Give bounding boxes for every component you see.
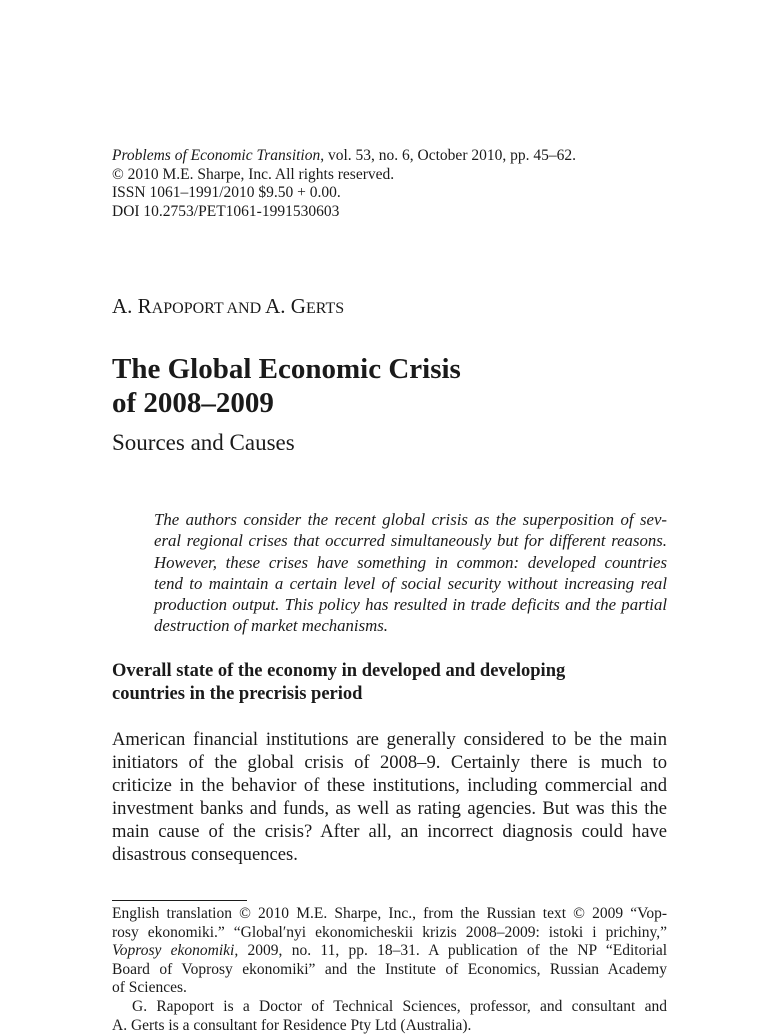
footnote-line — [112, 942, 667, 961]
footnote-line: English translation © 2010 M.E. Sharpe, Inc., from the Russian text © 2009 “Vop- — [112, 905, 667, 922]
journal-name: Problems of Economic Transition — [112, 147, 321, 164]
footnote-line: A. Gerts is a consultant for Residence Pty Ltd (Australia). — [112, 1016, 472, 1034]
footnote-line: G. Rapoport is a Doctor of Technical Sciences, professor, and consultant and — [132, 997, 667, 1015]
author-conjunction: AND — [223, 300, 266, 317]
abstract — [154, 509, 667, 637]
footnote-line: of Sciences. — [112, 979, 187, 997]
copyright-line: © 2010 M.E. Sharpe, Inc. All rights reserved. — [112, 165, 395, 183]
footnote-line: rosy ekonomiki.” “Global′nyi ekonomicheskii krizis 2008–2009: istoki i prichiny,” — [112, 923, 667, 941]
author-2-initial: A. G — [265, 294, 306, 318]
title-line-1: The Global Economic Crisis — [112, 353, 461, 385]
footnote-line: Board of Voprosy ekonomiki” and the Institute of Economics, Russian Academy — [112, 960, 667, 978]
article-subtitle: Sources and Causes — [112, 430, 295, 455]
body-line: disastrous consequences. — [112, 844, 298, 865]
publication-info — [112, 147, 672, 221]
citation-line — [112, 147, 672, 166]
author-1-initial: A. R — [112, 294, 152, 318]
article-title — [112, 352, 612, 420]
abstract-line: However, these crises have something in common: developed countries — [154, 552, 667, 572]
doi-line: DOI 10.2753/PET1061-1991530603 — [112, 202, 340, 220]
heading-line-2: countries in the precrisis period — [112, 684, 363, 704]
body-line: criticize in the behavior of these institutions, including commercial and — [112, 775, 667, 796]
section-heading — [112, 660, 668, 706]
author-1-surname: APOPORT — [151, 300, 224, 317]
title-line-2: of 2008–2009 — [112, 387, 274, 419]
author-byline — [112, 293, 344, 322]
abstract-line: eral regional crises that occurred simultaneously but for different reasons. — [154, 531, 667, 551]
body-paragraph — [112, 728, 667, 866]
body-line: main cause of the crisis? After all, an incorrect diagnosis could have — [112, 821, 667, 842]
author-2-surname: ERTS — [305, 300, 345, 317]
citation-details: , vol. 53, no. 6, October 2010, pp. 45–62. — [320, 147, 576, 164]
footnote-journal: Voprosy ekonomiki, — [112, 942, 239, 960]
abstract-line: The authors consider the recent global crisis as the superposition of sev- — [154, 510, 667, 529]
footnote — [112, 905, 667, 1035]
footnote-citation: 2009, no. 11, pp. 18–31. A publication of the NP “Editorial — [238, 942, 667, 960]
abstract-line: destruction of market mechanisms. — [154, 616, 388, 636]
body-line: American financial institutions are generally considered to be the main — [112, 729, 667, 750]
issn-line: ISSN 1061–1991/2010 $9.50 + 0.00. — [112, 184, 341, 202]
abstract-line: tend to maintain a certain level of social security without increasing real — [154, 573, 667, 593]
body-line: investment banks and funds, as well as rating agencies. But was this the — [112, 798, 667, 819]
footnote-divider — [112, 900, 247, 901]
heading-line-1: Overall state of the economy in developed and developing — [112, 661, 566, 681]
body-line: initiators of the global crisis of 2008–9. Certainly there is much to — [112, 752, 667, 773]
abstract-line: production output. This policy has resulted in trade deficits and the partial — [154, 595, 667, 615]
